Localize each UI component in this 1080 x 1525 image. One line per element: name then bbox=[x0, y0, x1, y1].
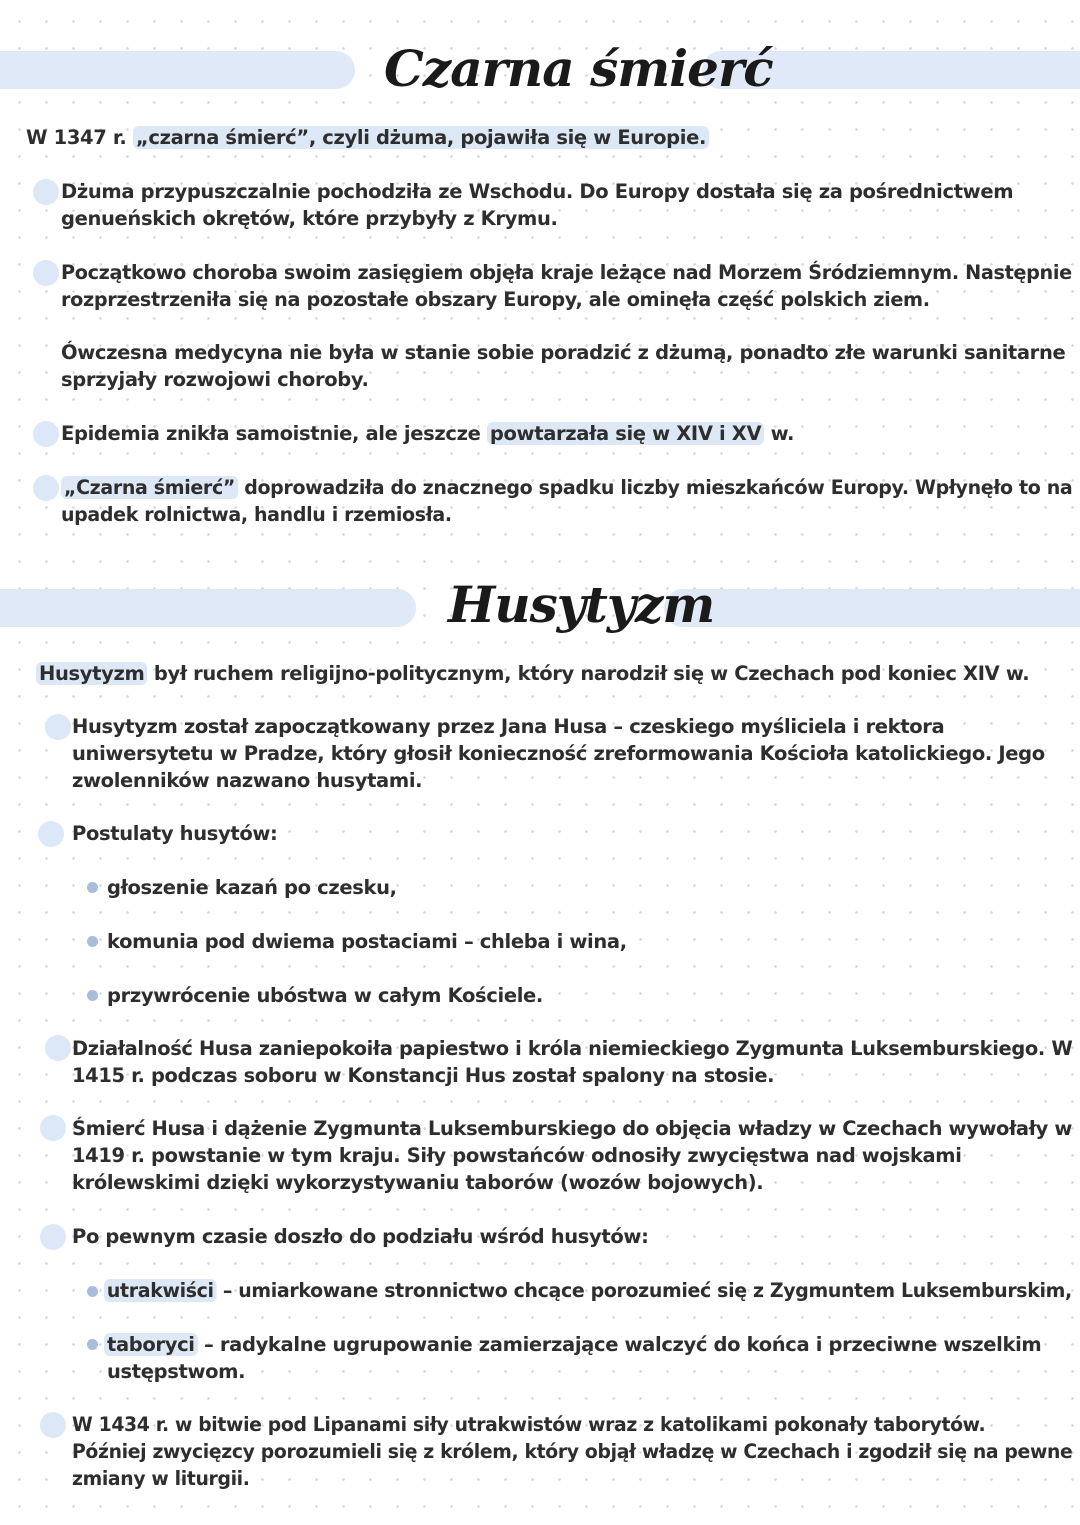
paragraph-marker bbox=[40, 1412, 66, 1438]
paragraph bbox=[61, 178, 1013, 232]
paragraph-marker bbox=[45, 714, 71, 740]
paragraph-marker bbox=[40, 1224, 66, 1250]
bullet-item bbox=[104, 1331, 1041, 1385]
paragraph bbox=[61, 339, 1065, 393]
bullet-marker bbox=[87, 882, 98, 893]
text: – umiarkowane stronnictwo chcące porozumieć się z Zygmuntem Luksemburskim, bbox=[216, 1279, 1072, 1302]
line: 1419 r. powstanie w tym kraju. Siły powstańców odnosiły zwycięstwa nad wojskami bbox=[72, 1144, 962, 1167]
text: Epidemia znikła samoistnie, ale jeszcze bbox=[61, 422, 487, 445]
line: Husytyzm został zapoczątkowany przez Jana Husa – czeskiego myśliciela i rektora bbox=[72, 715, 945, 738]
title-band-right bbox=[664, 589, 1080, 627]
text: – radykalne ugrupowanie zamierzające walczyć do końca i przeciwne wszelkim bbox=[197, 1333, 1042, 1356]
title-band-left bbox=[0, 589, 416, 627]
line: genueńskich okrętów, które przybyły z Krymu. bbox=[61, 207, 558, 230]
paragraph-marker bbox=[33, 421, 59, 447]
intro-paragraph bbox=[26, 124, 709, 151]
line: 1415 r. podczas soboru w Konstancji Hus został spalony na stosie. bbox=[72, 1064, 775, 1087]
line: zmiany w liturgii. bbox=[72, 1467, 250, 1490]
intro-paragraph bbox=[36, 660, 1029, 687]
intro-highlight: Husytyzm bbox=[36, 662, 147, 685]
paragraph bbox=[72, 1223, 649, 1250]
line: ustępstwom. bbox=[107, 1360, 246, 1383]
paragraph bbox=[72, 1115, 1072, 1196]
paragraph bbox=[72, 1411, 1072, 1492]
paragraph-marker bbox=[38, 821, 64, 847]
line: Ówczesna medycyna nie była w stanie sobie poradzić z dżumą, ponadto złe warunki sanitarne bbox=[61, 341, 1066, 364]
line: Po pewnym czasie doszło do podziału wśród husytów: bbox=[72, 1225, 649, 1248]
intro-text: W 1347 r. bbox=[26, 126, 133, 149]
bullet-item: głoszenie kazań po czesku, bbox=[107, 876, 397, 899]
line bbox=[104, 1331, 1041, 1358]
line: sprzyjały rozwojowi choroby. bbox=[61, 368, 369, 391]
bullet-item: komunia pod dwiema postaciami – chleba i wina, bbox=[107, 930, 627, 953]
line: W 1434 r. w bitwie pod Lipanami siły utrakwistów wraz z katolikami pokonały taborytów. bbox=[72, 1413, 986, 1436]
section-title-czarna-smierc: Czarna śmierć bbox=[384, 39, 773, 98]
line: Śmierć Husa i dążenie Zygmunta Luksemburskiego do objęcia władzy w Czechach wywołały w bbox=[72, 1117, 1072, 1140]
highlight: taboryci bbox=[104, 1333, 198, 1356]
title-band-left bbox=[0, 51, 355, 89]
line: Dżuma przypuszczalnie pochodziła ze Wschodu. Do Europy dostała się za pośrednictwem bbox=[61, 180, 1014, 203]
section-title-husytyzm: Husytyzm bbox=[448, 575, 715, 634]
text: w. bbox=[764, 422, 795, 445]
paragraph bbox=[61, 259, 1072, 313]
intro-text: był ruchem religijno-politycznym, który narodził się w Czechach pod koniec XIV w. bbox=[147, 662, 1030, 685]
line bbox=[61, 474, 1072, 501]
highlight: powtarzała się w XIV i XV bbox=[487, 422, 764, 445]
paragraph-marker bbox=[33, 475, 59, 501]
line: rozprzestrzeniła się na pozostałe obszary Europy, ale ominęła część polskich ziem. bbox=[61, 288, 930, 311]
paragraph-marker bbox=[40, 1115, 66, 1141]
paragraph bbox=[72, 713, 1045, 794]
line: królewskimi dzięki wykorzystywaniu taborów (wozów bojowych). bbox=[72, 1171, 764, 1194]
paragraph bbox=[72, 1035, 1072, 1089]
bullet-item: przywrócenie ubóstwa w całym Kościele. bbox=[107, 984, 543, 1007]
bullet-marker bbox=[87, 990, 98, 1001]
line: upadek rolnictwa, handlu i rzemiosła. bbox=[61, 503, 452, 526]
intro-highlight: „czarna śmierć”, czyli dżuma, pojawiła się w Europie. bbox=[133, 126, 709, 149]
highlight: utrakwiści bbox=[104, 1279, 217, 1302]
bullet-marker bbox=[87, 1339, 98, 1350]
line: Początkowo choroba swoim zasięgiem objęła kraje leżące nad Morzem Śródziemnym. Następnie bbox=[61, 261, 1072, 284]
text: doprowadziła do znacznego spadku liczby mieszkańców Europy. Wpłynęło to na bbox=[237, 476, 1073, 499]
line: uniwersytetu w Pradze, który głosił konieczność zreformowania Kościoła katolickiego. Jego bbox=[72, 742, 1045, 765]
paragraph bbox=[61, 420, 794, 447]
paragraph bbox=[61, 474, 1072, 528]
bullet-item bbox=[104, 1277, 1072, 1304]
paragraph-marker bbox=[45, 1035, 71, 1061]
paragraph bbox=[72, 820, 277, 847]
line: Później zwycięzcy porozumieli się z królem, który objął władzę w Czechach i zgodził się na pewne bbox=[72, 1440, 1073, 1463]
paragraph-marker bbox=[33, 179, 59, 205]
bullet-marker bbox=[87, 1286, 98, 1297]
bullet-marker bbox=[87, 936, 98, 947]
line: zwolenników nazwano husytami. bbox=[72, 769, 423, 792]
line: Postulaty husytów: bbox=[72, 822, 278, 845]
paragraph-marker bbox=[33, 260, 59, 286]
line: Działalność Husa zaniepokoiła papiestwo i króla niemieckiego Zygmunta Luksemburskiego. W bbox=[72, 1037, 1073, 1060]
highlight: „Czarna śmierć” bbox=[61, 476, 238, 499]
